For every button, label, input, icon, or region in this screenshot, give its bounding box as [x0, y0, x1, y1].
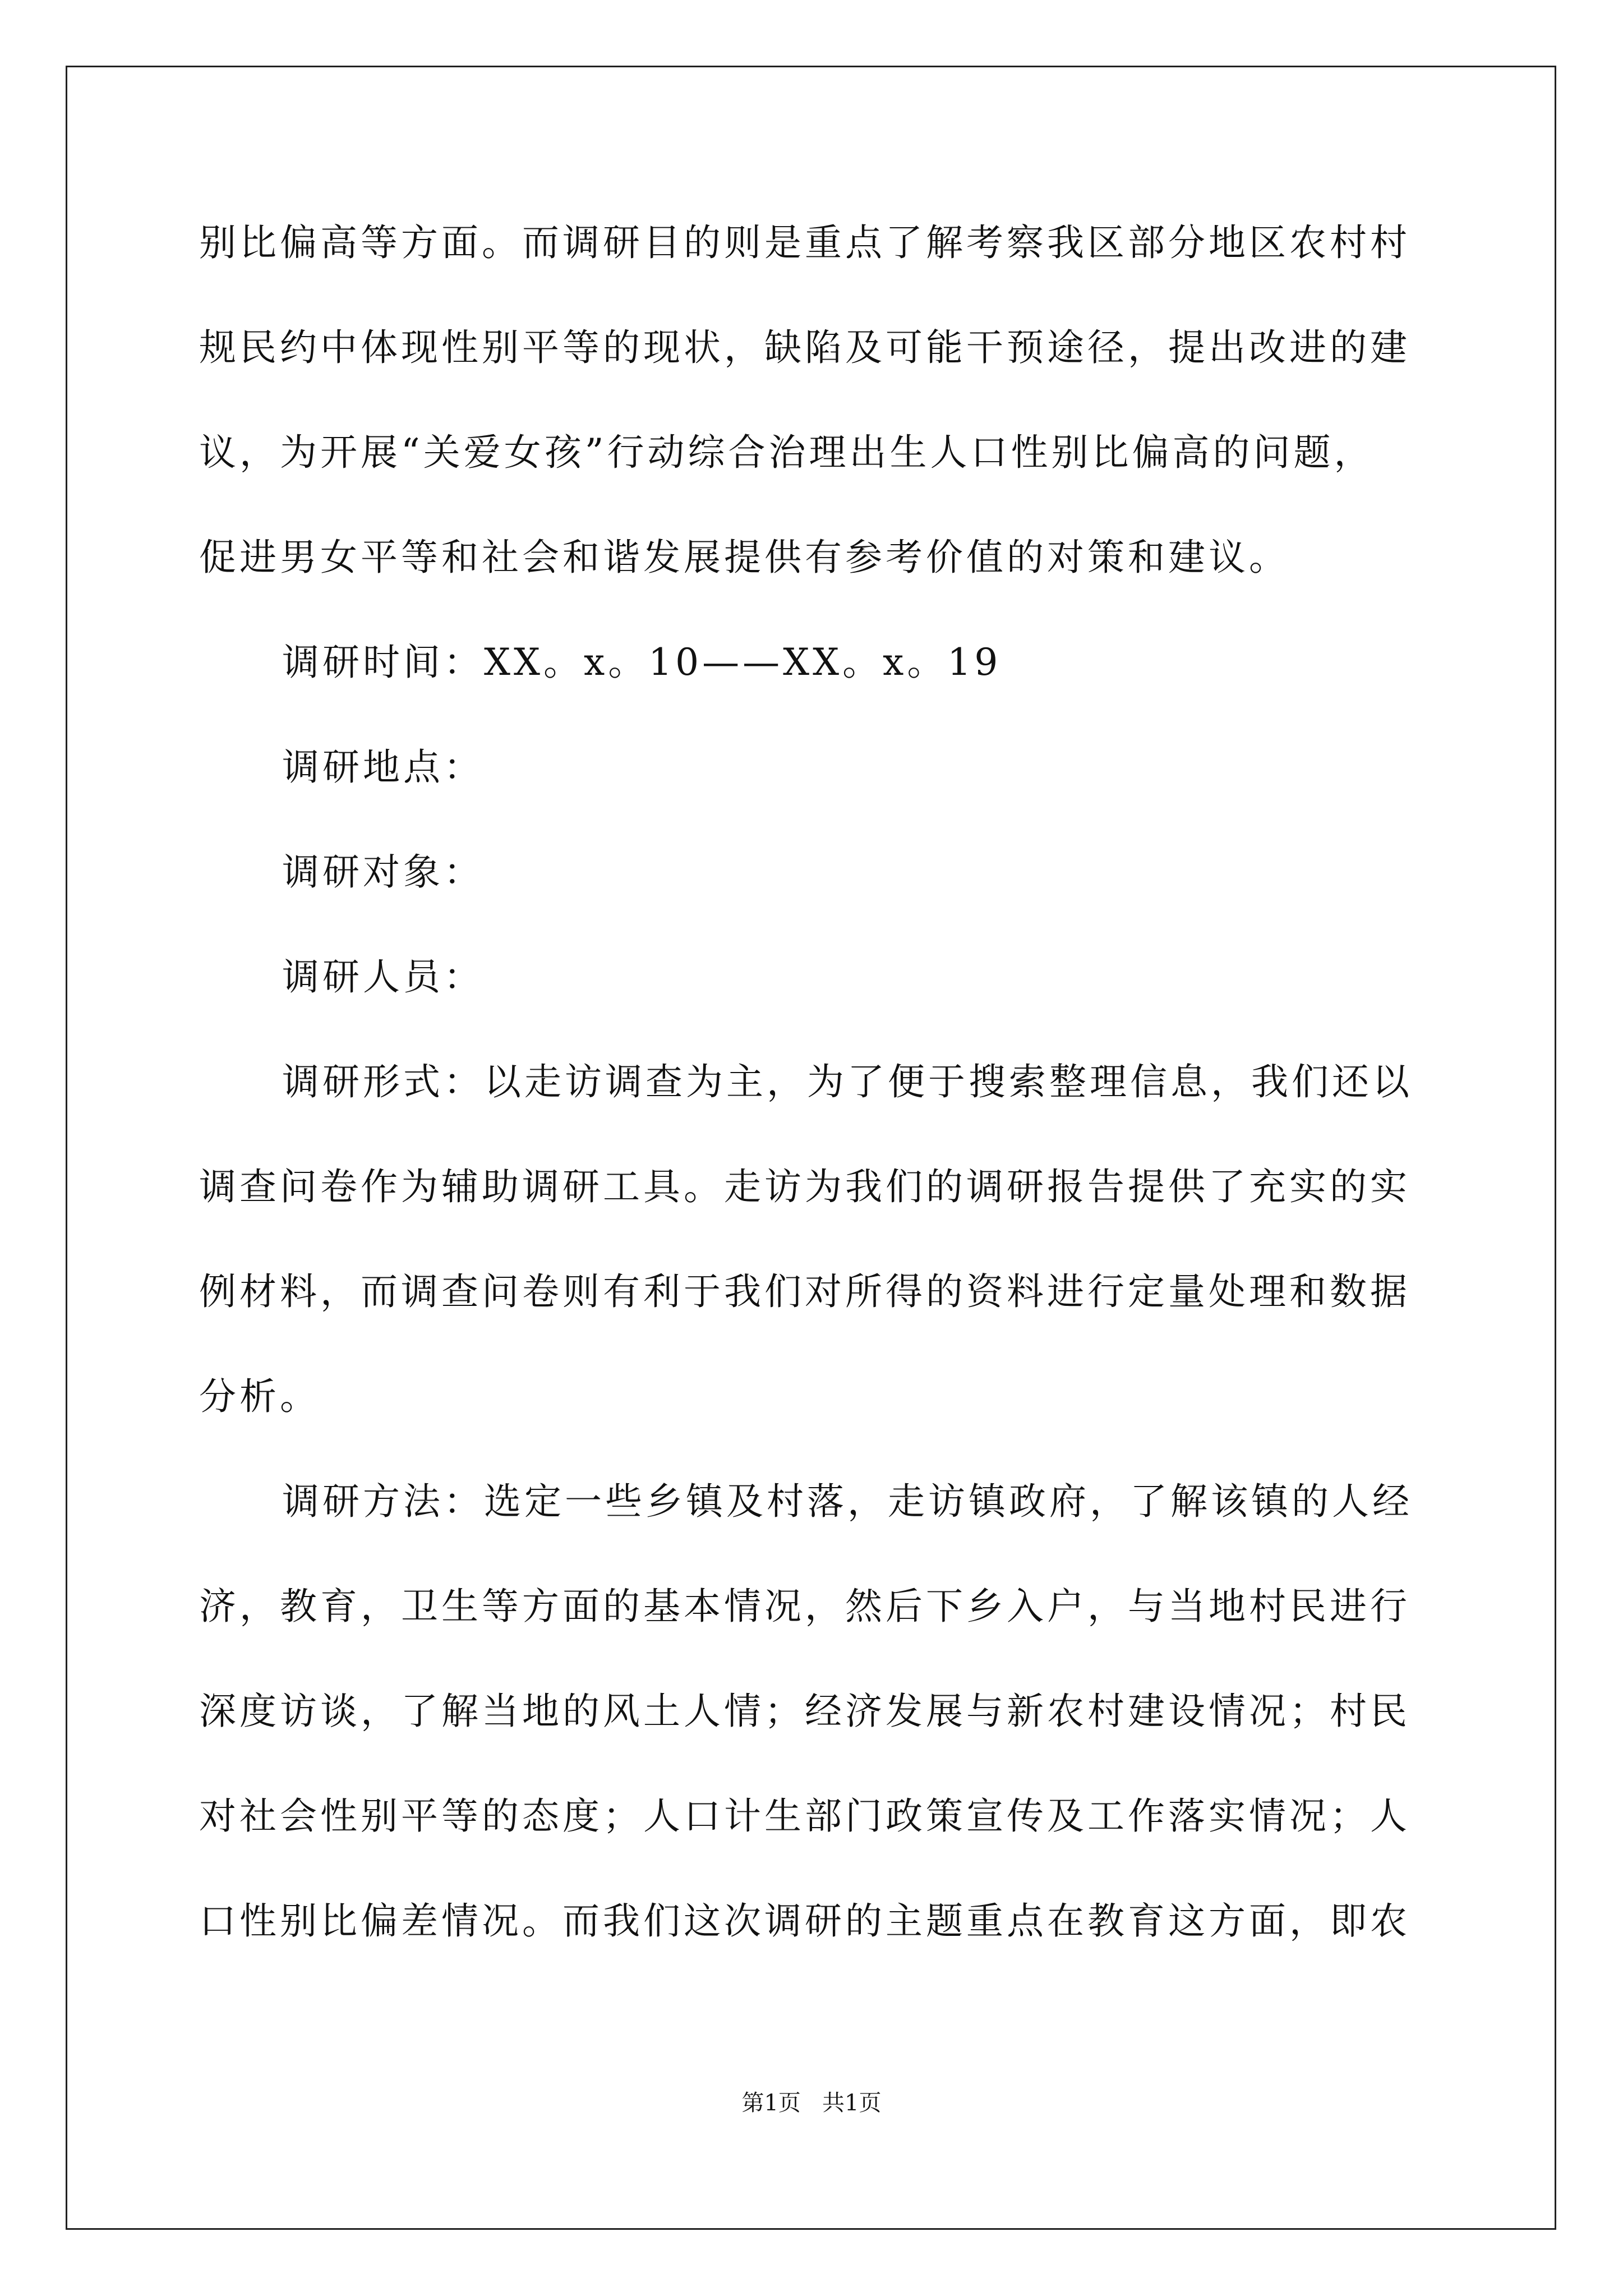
text-line-4: 促进男女平等和社会和谐发展提供有参考价值的对策和建议。 — [199, 536, 1289, 579]
survey-method-line-5: 口性别比偏差情况。而我们这次调研的主题重点在教育这方面，即农 — [199, 1899, 1410, 1943]
survey-method-line-4: 对社会性别平等的态度；人口计生部门政策宣传及工作落实情况；人 — [199, 1795, 1410, 1838]
survey-form-line-4: 分析。 — [199, 1375, 320, 1418]
page-footer: 第1页 共1页 — [741, 2090, 882, 2116]
text-line-3: 议，为开展“关爱女孩”行动综合治理出生人口性别比偏高的问题， — [199, 431, 1375, 474]
survey-form-line-3: 例材料，而调查问卷则有利于我们对所得的资料进行定量处理和数据 — [199, 1270, 1410, 1313]
text-line-1: 别比偏高等方面。而调研目的则是重点了解考察我区部分地区农村村 — [199, 221, 1410, 264]
survey-method-line-1: 调研方法：选定一些乡镇及村落，走访镇政府，了解该镇的人经 — [282, 1480, 1413, 1523]
text-line-2: 规民约中体现性别平等的现状，缺陷及可能干预途径，提出改进的建 — [199, 326, 1410, 369]
survey-staff-line: 调研人员： — [282, 955, 484, 999]
survey-time-line: 调研时间：XX。x。10——XX。x。19 — [282, 641, 1002, 684]
survey-location-line: 调研地点： — [282, 746, 484, 789]
survey-method-line-3: 深度访谈，了解当地的风土人情；经济发展与新农村建设情况；村民 — [199, 1690, 1410, 1733]
survey-subject-line: 调研对象： — [282, 850, 484, 894]
survey-method-line-2: 济，教育，卫生等方面的基本情况，然后下乡入户，与当地村民进行 — [199, 1585, 1410, 1628]
survey-form-line-2: 调查问卷作为辅助调研工具。走访为我们的调研报告提供了充实的实 — [199, 1165, 1410, 1208]
document-body — [199, 216, 1433, 1999]
survey-form-line-1: 调研形式：以走访调查为主，为了便于搜索整理信息，我们还以 — [282, 1060, 1413, 1103]
